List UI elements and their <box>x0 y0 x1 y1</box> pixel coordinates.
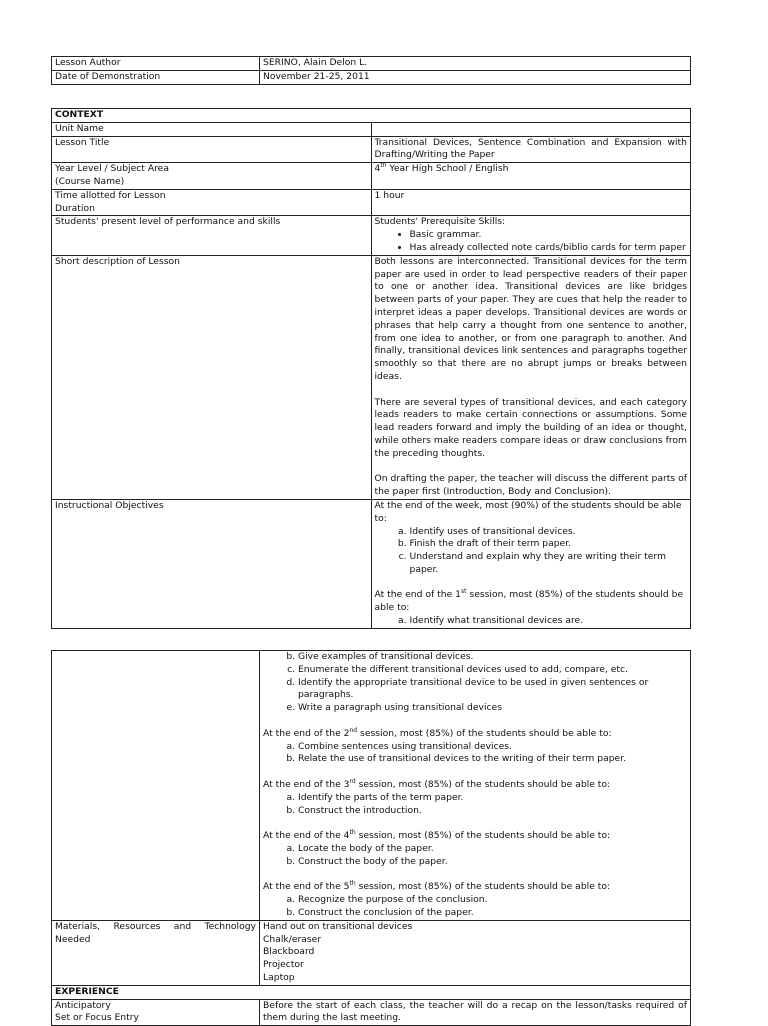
year-rest: Year High School / English <box>386 163 509 175</box>
anticipatory-value: Before the start of each class, the teacher will do a recap on the lesson/tasks required of them during the last meeting. <box>260 999 691 1026</box>
year-level-value <box>371 163 691 190</box>
context-header: CONTEXT <box>52 109 691 123</box>
objectives-value <box>371 499 691 628</box>
objectives-continued-value <box>260 651 691 921</box>
lesson-title-label: Lesson Title <box>52 136 372 163</box>
context-table <box>51 108 691 629</box>
anticipatory-label-line2: Set or Focus Entry <box>55 1012 139 1024</box>
intro-text: At the end of the 3 <box>263 778 350 790</box>
ordinal-suffix: th <box>349 880 356 888</box>
objectives-session5-list <box>263 894 687 920</box>
material-item: Chalk/eraser <box>263 933 322 945</box>
list-item: a. Recognize the purpose of the conclusion. <box>298 894 687 907</box>
objectives-label: Instructional Objectives <box>52 499 372 628</box>
year-level-label-line1: Year Level / Subject Area <box>55 163 169 175</box>
objectives-session5-intro <box>263 881 687 894</box>
time-allotted-label <box>52 189 372 216</box>
date-value: November 21-25, 2011 <box>260 70 691 84</box>
ordinal-suffix: th <box>349 829 356 837</box>
objectives-session4-list <box>263 843 687 869</box>
list-item: c. Understand and explain why they are writing their term paper. <box>410 551 688 577</box>
list-item: • Has already collected note cards/biblio cards for term paper <box>410 242 688 255</box>
objectives-continued-label <box>52 651 260 921</box>
description-paragraph-1: Both lessons are interconnected. Transitional devices for the term paper are used in order to lead perspective readers of their paper to one or another idea. Transitional devices are like bridges between parts of your paper. They are cues that help the reader to interpret ideas a paper develops. Transitional devices are words or phrases that help carry a thought from one sentence to another, from one idea to another, or from one paragraph to another. And finally, transitional devices link sentences and paragraphs together smoothly so that there are no abrupt jumps or breaks between ideas. <box>374 255 687 382</box>
ordinal-suffix: nd <box>349 726 358 734</box>
time-allotted-value: 1 hour <box>371 189 691 216</box>
intro-text: session, most (85%) of the students should be able to: <box>355 881 611 893</box>
list-item: a. Identify the parts of the term paper. <box>298 792 687 805</box>
material-item: Projector <box>263 959 304 971</box>
ordinal-suffix: rd <box>349 777 356 785</box>
list-item: a. Identify what transitional devices are. <box>410 615 688 628</box>
unit-name-value <box>371 122 691 136</box>
list-item: • Basic grammar. <box>410 229 688 242</box>
ordinal-suffix: st <box>461 588 467 596</box>
list-item: b. Finish the draft of their term paper. <box>410 538 688 551</box>
year-level-label <box>52 163 372 190</box>
objectives-session2-intro <box>263 728 687 741</box>
students-level-label: Students' present level of performance and skills <box>52 216 372 255</box>
short-description-value <box>371 255 691 499</box>
year-number: 4 <box>374 163 381 175</box>
description-paragraph-3: On drafting the paper, the teacher will discuss the different parts of the paper first (Introduction, Body and Conclusion). <box>374 473 687 498</box>
objectives-session3-intro <box>263 779 687 792</box>
list-item: c. Enumerate the different transitional devices used to add, compare, etc. <box>298 664 687 677</box>
intro-text: session, most (85%) of the students should be able to: <box>355 778 611 790</box>
objectives-session3-list <box>263 792 687 818</box>
lesson-meta-table <box>51 56 691 85</box>
year-suffix: th <box>380 162 387 170</box>
author-label: Lesson Author <box>52 57 260 71</box>
list-item: b. Relate the use of transitional devices to the writing of their term paper. <box>298 753 687 766</box>
intro-text: session, most (85%) of the students should be able to: <box>357 727 612 739</box>
intro-text: At the end of the 5 <box>263 881 350 893</box>
objectives-session1-list-cont <box>263 651 687 715</box>
experience-header: EXPERIENCE <box>52 985 691 999</box>
list-item: b. Construct the introduction. <box>298 805 687 818</box>
objectives-session4-intro <box>263 830 687 843</box>
list-item: d. Identify the appropriate transitional device to be used in given sentences or paragraphs. <box>298 677 687 703</box>
list-item: a. Locate the body of the paper. <box>298 843 687 856</box>
author-value: SERINO, Alain Delon L. <box>260 57 691 71</box>
list-item: a. Identify uses of transitional devices. <box>410 526 688 539</box>
list-item: a. Combine sentences using transitional devices. <box>298 741 687 754</box>
objectives-session1-list <box>375 615 688 628</box>
continuation-table <box>51 650 691 1026</box>
material-item: Blackboard <box>263 946 315 958</box>
intro-text: At the end of the 1 <box>374 589 461 601</box>
intro-text: session, most (85%) of the students should be able to: <box>355 830 611 842</box>
material-item: Hand out on transitional devices <box>263 920 413 932</box>
list-item: e. Write a paragraph using transitional devices <box>298 702 687 715</box>
materials-label: Materials, Resources and Technology Needed <box>52 920 260 985</box>
intro-text: At the end of the 4 <box>263 830 350 842</box>
intro-text: At the end of the 2 <box>263 727 350 739</box>
students-level-value <box>371 216 691 255</box>
year-level-label-line2: (Course Name) <box>55 175 125 187</box>
date-label: Date of Demonstration <box>52 70 260 84</box>
intro-text: session, most (85%) of the students should be able to: <box>374 589 684 614</box>
unit-name-label: Unit Name <box>52 122 372 136</box>
time-label-line1: Time allotted for Lesson <box>55 189 166 201</box>
anticipatory-label <box>52 999 260 1026</box>
skills-title: Students' Prerequisite Skills: <box>374 216 506 228</box>
objectives-session2-list <box>263 741 687 767</box>
anticipatory-label-line1: Anticipatory <box>55 999 111 1011</box>
description-paragraph-2: There are several types of transitional devices, and each category leads readers to make certain connections or assumptions. Some lead readers forward and imply the building of an idea or thought, while others make readers compare ideas or draw conclusions from the preceding thoughts. <box>374 396 687 459</box>
list-item: b. Give examples of transitional devices. <box>298 651 687 664</box>
list-item: b. Construct the conclusion of the paper. <box>298 907 687 920</box>
skills-list <box>375 229 688 255</box>
lesson-title-value: Transitional Devices, Sentence Combination and Expansion with Drafting/Writing the Paper <box>371 136 691 163</box>
objectives-week-intro: At the end of the week, most (90%) of the students should be able to: <box>374 499 682 524</box>
time-label-line2: Duration <box>55 202 95 214</box>
short-description-label: Short description of Lesson <box>52 255 372 499</box>
material-item: Laptop <box>263 971 295 983</box>
objectives-week-list <box>375 526 688 577</box>
materials-value <box>260 920 691 985</box>
objectives-session1-intro <box>375 589 688 615</box>
list-item: b. Construct the body of the paper. <box>298 856 687 869</box>
